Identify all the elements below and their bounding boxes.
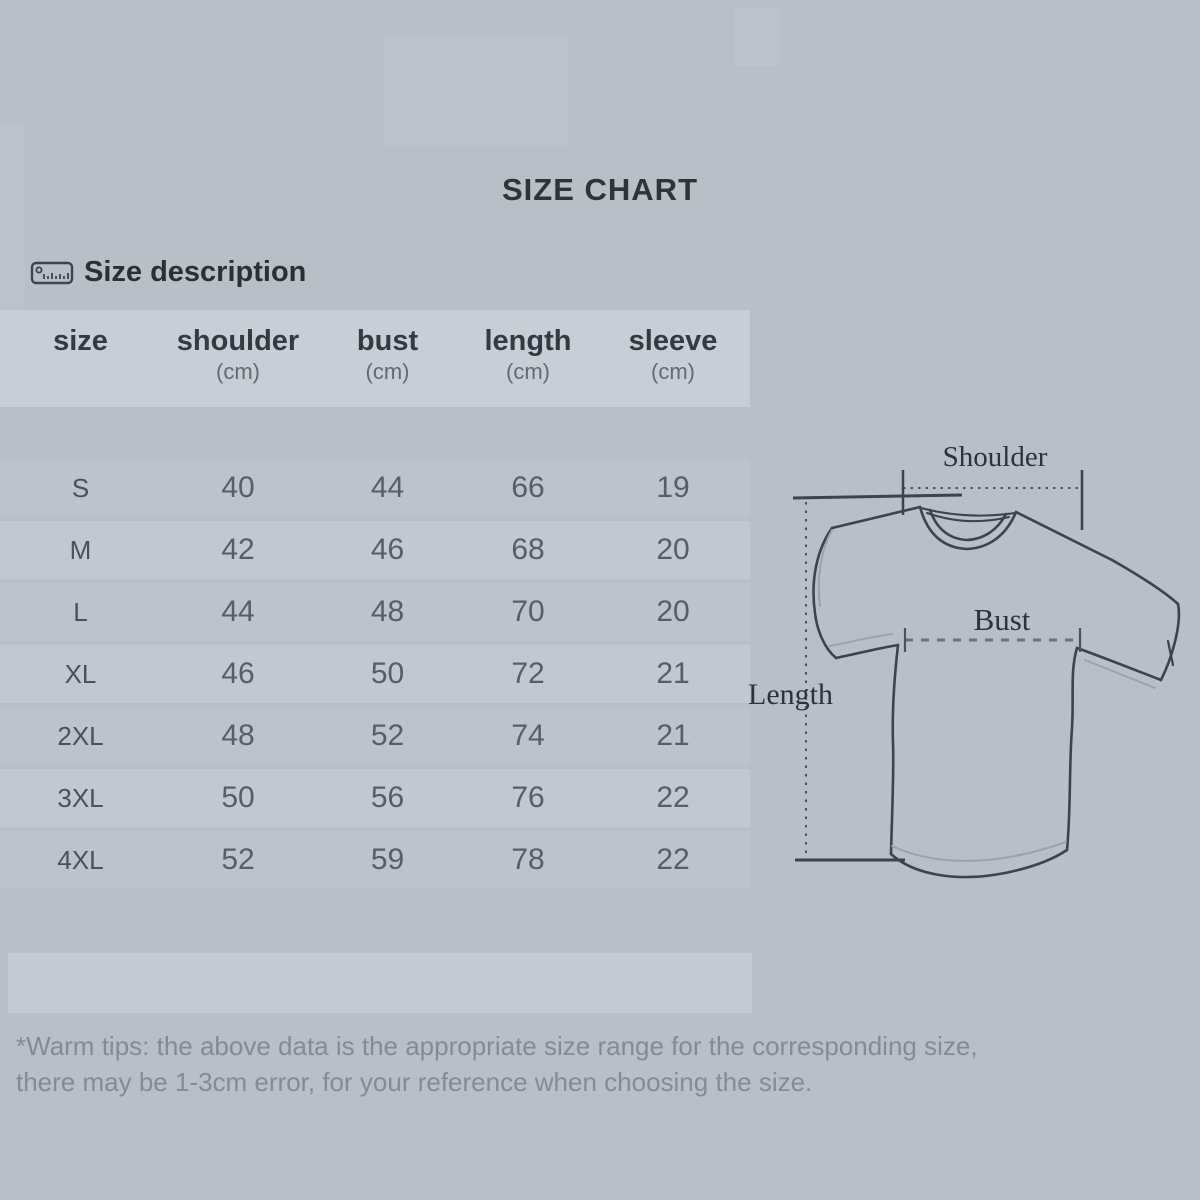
bust-label: Bust: [973, 602, 1031, 637]
tshirt-diagram: [740, 408, 1200, 898]
table-row: M 42 46 68 20: [0, 521, 750, 579]
length-label: Length: [748, 678, 833, 711]
table-row: 3XL 50 56 76 22: [0, 769, 750, 827]
column-header-length: length (cm): [484, 325, 572, 384]
table-row: 4XL 52 59 78 22: [0, 831, 750, 889]
table-row: 2XL 48 52 74 21: [0, 707, 750, 765]
column-header-shoulder: shoulder (cm): [176, 325, 300, 384]
ruler-icon: [30, 259, 74, 287]
table-row: S 40 44 66 19: [0, 459, 750, 517]
table-row: XL 46 50 72 21: [0, 645, 750, 703]
table-header-row: [0, 310, 750, 407]
background-artifact: [0, 125, 25, 315]
size-table: [0, 459, 750, 890]
tshirt-outline: [814, 507, 1179, 877]
size-description-section: [30, 256, 306, 289]
background-artifact: [383, 36, 568, 146]
column-header-size: size: [53, 325, 108, 357]
tshirt-inner-lines: [819, 530, 1155, 861]
warm-tips: [16, 1028, 1066, 1100]
column-header-sleeve: sleeve (cm): [628, 325, 718, 384]
background-artifact: [735, 8, 780, 66]
warm-tips-line2: there may be 1-3cm error, for your reference when choosing the size.: [16, 1067, 813, 1097]
warm-tips-line1: *Warm tips: the above data is the appropriate size range for the corresponding size,: [16, 1031, 978, 1061]
table-row: L 44 48 70 20: [0, 583, 750, 641]
size-description-label: Size description: [84, 256, 307, 288]
column-header-bust: bust (cm): [356, 325, 419, 384]
empty-table-band: [8, 953, 752, 1013]
page-title: SIZE CHART: [502, 172, 698, 207]
shoulder-label: Shoulder: [942, 441, 1048, 473]
length-top-line: [793, 495, 962, 498]
